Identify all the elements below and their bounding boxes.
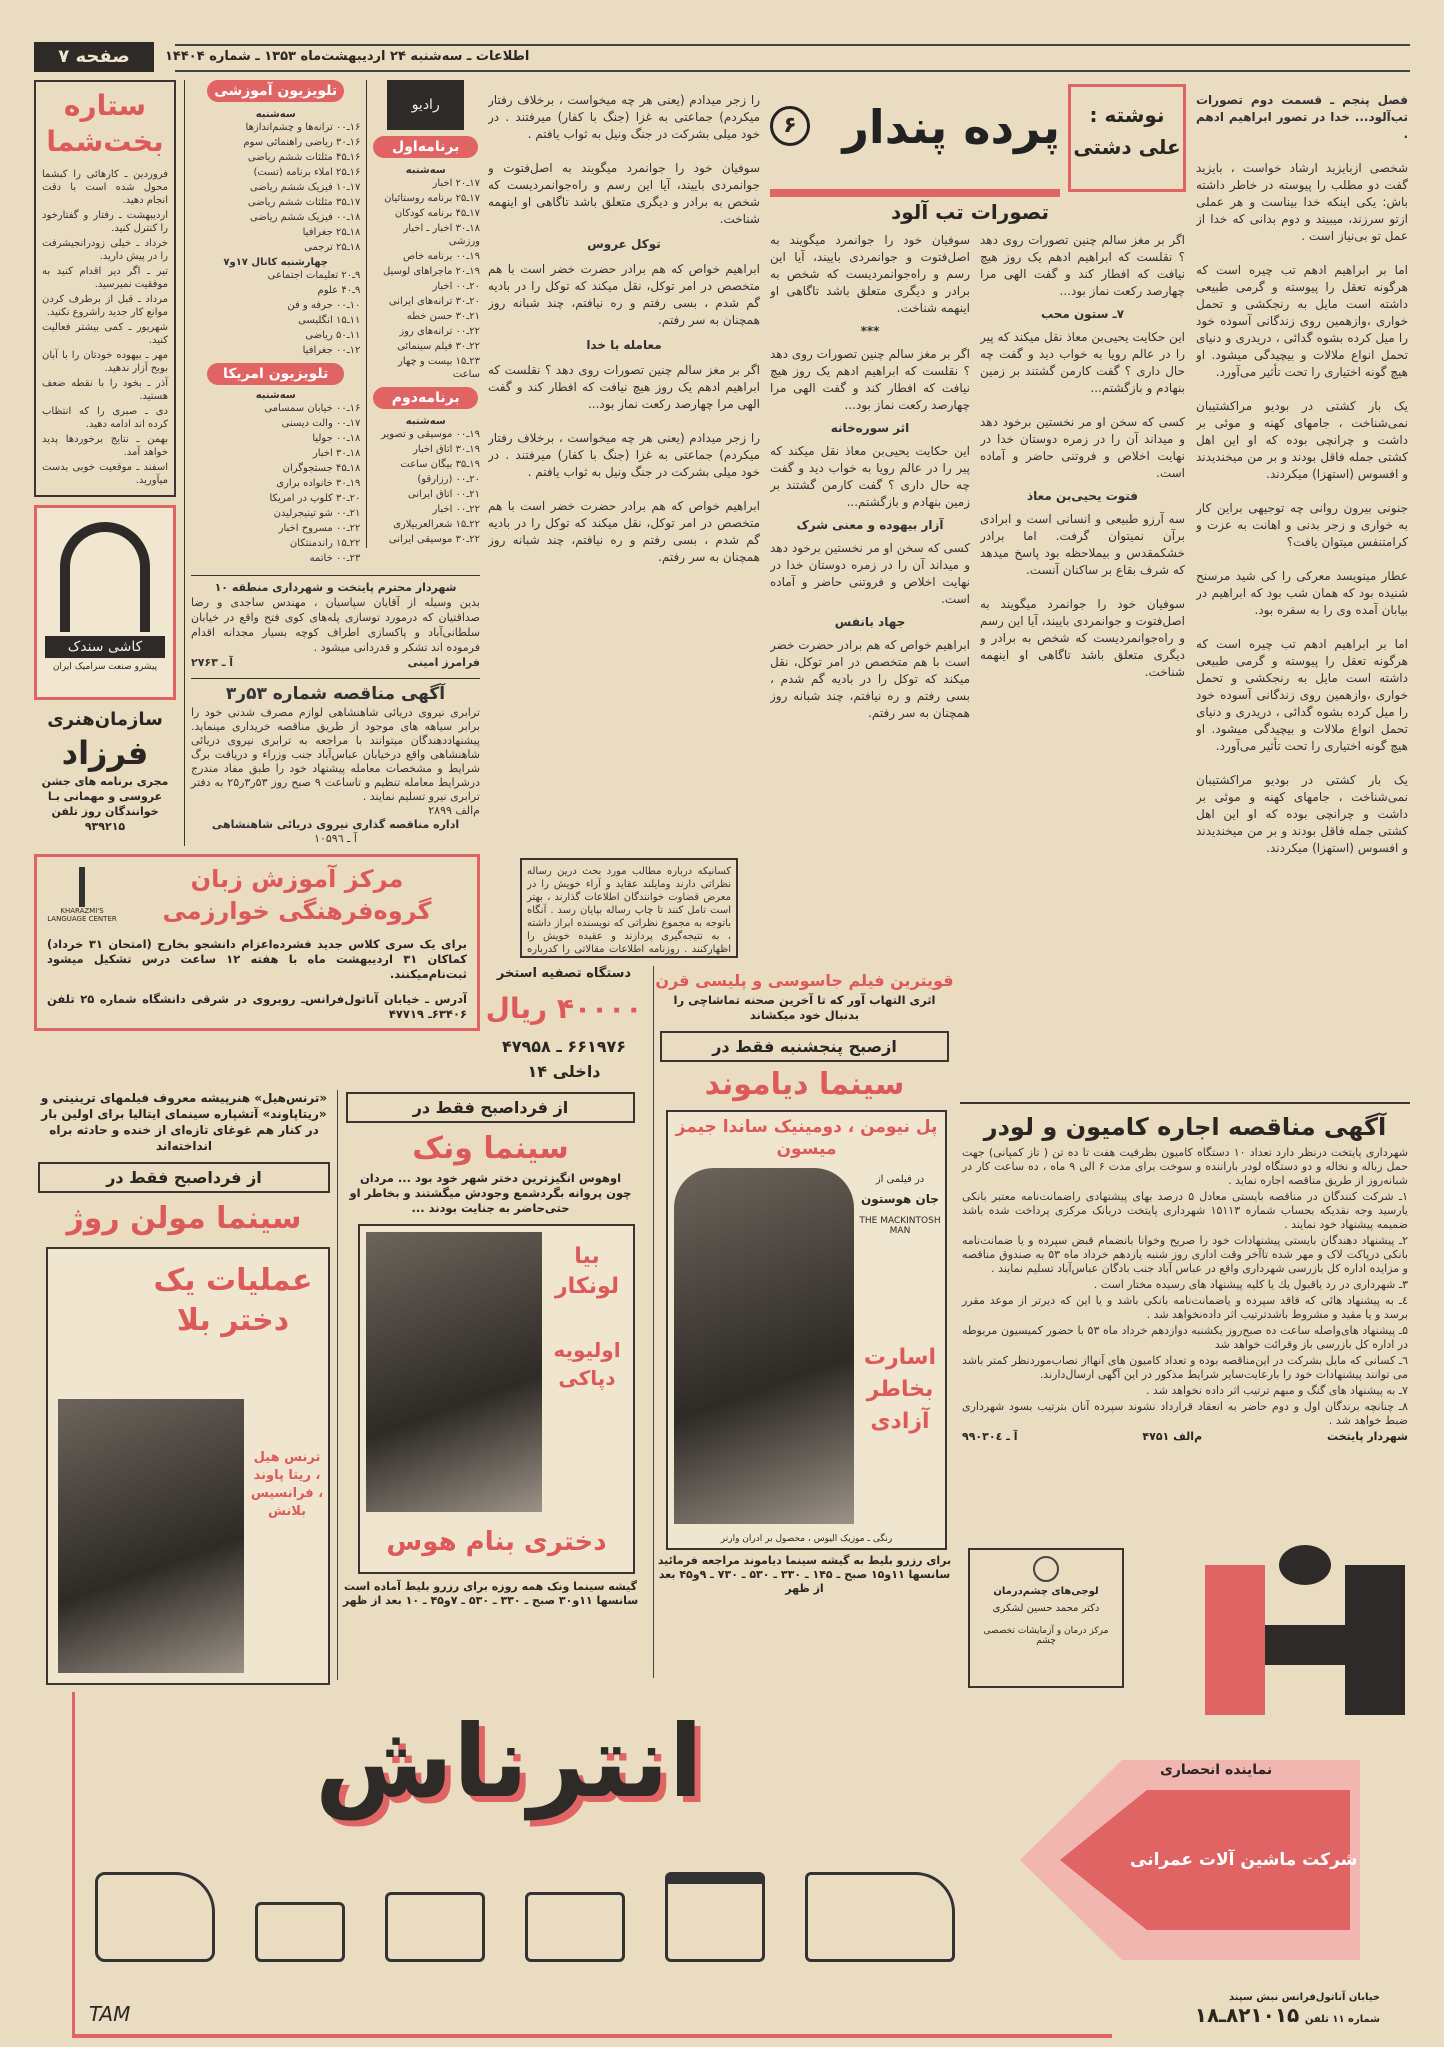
- moulin-poster: [46, 1247, 330, 1685]
- doctor-title: لوجی‌های چشم‌درمان: [993, 1586, 1099, 1597]
- language-address: آدرس ـ خیابان آناتول‌فرانس‌ـ روبروی در شرقی دانشگاه شماره ۲۵ تلفن ۶۳۴۰۶ـ ۴۷۷۱۹: [47, 992, 467, 1021]
- poster-director: جان هوستون: [861, 1192, 939, 1206]
- article-column: سوفیان خود را جوانمرد میگویند به اصل‌فتوت و جوانمردی باییند، آیا این رسم و راه‌جوانمردیست که شخص به برادر و دیگری متعلق باشد تاگاهی او اینهمه شناخت. *** اگر بر مغز سالم چنین تصورات روی دهد ؟ نقلست که ابراهیم ادهم یک روز هیچ نیافت که افطار کند و گفت الهی مرا چهارصد رکعت نماز بود... اثر سوره‌خانه این حکایت یحیی‌بن معاذ نقل میکند که پیر را در عالم رویا به خواب دید و گفت چه حال داری ؟ گفت کارمن گشتند بر زمین بنهادم و بازگشتم... آزار بیهوده و معنی شرک کسی که سخن او مر نخستین برخود دهد و میداند آن را در زمره دوستان خدا در نهایت اخلاص و فروتنی حاضر و آماده است. جهاد بانفس ابراهیم خواص که هم برادر حضرت خضر است با هم متخصص در امر توکل، نقل میکند که توکل را در بادیه گم شدم ، بسی رفتم و ره نیافتم، چند شبانه روز همچنان به سر رفتم.: [770, 233, 970, 720]
- nak-note: گیشه سینما ونک همه روزه برای رزرو بلیط آماده است: [343, 1580, 638, 1593]
- tv-column: [191, 80, 360, 567]
- tv-program: ۹ـ۴۰ علوم: [317, 285, 361, 296]
- poster-stars: پل نیومن ، دومینیک ساندا جیمز میسون: [675, 1117, 938, 1159]
- tv-program: ۱۸ـ۲۵ جغرافیا: [302, 227, 361, 238]
- article-subhead: جهاد بانفس: [834, 615, 906, 629]
- tv-program: ۱۶ـ۰۰ خیابان سمسامی: [264, 403, 361, 414]
- article-subhead: ۷ـ ستون محب: [1040, 307, 1125, 321]
- tv-program: ۱۷ـ۱۰ فیزیک ششم ریاضی: [249, 182, 361, 193]
- poster-english-title: THE MACKINTOSH MAN: [859, 1216, 941, 1236]
- article-paragraph: ابراهیم خواص که هم برادر حضرت خضر است با هم متخصص در امر توکل، نقل میکند که توکل را در بادیه گم شدم ، بسی رفتم و ره نیافتم، چند شبانه روز همچنان به سر رفتم.: [770, 638, 970, 720]
- tv-program: ۱۶ـ۴۵ مثلثات ششم ریاضی: [247, 152, 361, 163]
- article-paragraph: سوفیان خود را جوانمرد میگویند به اصل‌فتوت و جوانمردی باییند، آیا این رسم و راه‌جوانمردیست که شخص به برادر و دیگری متعلق باشد تاگاهی او اینهمه شناخت.: [980, 597, 1185, 679]
- article-subhead: فتوت یحیی‌بن معاذ: [1026, 489, 1139, 503]
- radio-day: سه‌شنبه: [405, 416, 446, 427]
- diamond-note: برای رزرو بلیط به گیشه سینما دیاموند مراجعه فرمائید: [657, 1554, 952, 1567]
- moulin-intro: «ترنس‌هیل» هنرپیشه معروف فیلمهای ترینیتی و «ریتاپاوند» آتشپاره سینمای ایتالیا برای اولین بار در کنار هم غوغای تازه‌ای از خنده و حادثه براه انداخته‌اند: [40, 1091, 328, 1153]
- logo-caption: KHARAZMI'S LANGUAGE CENTER: [47, 907, 117, 923]
- radio-program: ۱۹ـ۳۵ بیگان ساعت: [400, 459, 480, 470]
- horoscope-item: بهمن ـ نتایج برخوردها پدید خواهد آمد.: [42, 434, 168, 458]
- article-subtitle: تصورات تب آلود: [891, 200, 1049, 224]
- doctor-ad: [968, 1548, 1124, 1688]
- horoscope-list: [42, 168, 168, 487]
- article-column: [1196, 92, 1408, 1097]
- article-paragraph: اگر بر مغز سالم چنین تصورات روی دهد ؟ نقلست که ابراهیم ادهم یک روز هیچ نیافت که افطار کند و گفت الهی مرا چهارصد رکعت نماز بود...: [770, 347, 970, 412]
- kashi-name: کاشی سندک: [45, 636, 165, 658]
- wheel-loader-icon: [385, 1892, 485, 1962]
- radio-program: ۲۲ـ۱۵ شعرالعربیلاری: [393, 519, 480, 530]
- kashi-sandak-ad: [34, 505, 176, 700]
- tender-signer: اداره مناقصه گذاری نیروی دریائی شاهنشاهی: [211, 818, 460, 831]
- horoscope-item: فروردین ـ کارهائی را کبشما محول شده است با دقت انجام دهید.: [42, 169, 168, 206]
- loader-clause: ۵ـ پیشنهاد های‌واصله ساعت ده صبح‌روز یکشنبه دوازدهم خرداد ماه ۵۳ با حضور کمیسیون مربوطه در اداره کل بازرسی باز وقرائت خواهد شد: [962, 1324, 1408, 1351]
- article-paragraph: یک بار کشتی در بودیو مراکشتیبان نمی‌شناخت ، جامهای کهنه و موئی بر داشت و چرانچی بوده که او این اهل کشتی جمله فاقل بودند و بر من میخندیدند و افسوس (استهزا) میکردند.: [1196, 773, 1408, 855]
- moulin-cinema: سینما مولن روژ: [66, 1201, 302, 1236]
- article-intro: فصل پنجم ـ قسمت دوم تصورات تب‌آلود... خدا در تصور ابراهیم ادهم .: [1196, 93, 1408, 141]
- doctor-body: مرکز درمان و آزمایشات تخصصی چشم: [983, 1626, 1109, 1646]
- radio-program: ۲۰ـ۰۰ (رزارقو): [417, 474, 480, 485]
- left-narrow-column: [34, 80, 176, 834]
- farzad-title: سازمان‌هنری: [47, 709, 163, 730]
- tv-schedule: [191, 269, 360, 357]
- horoscope-item: خرداد ـ خیلی زودرانجیشرفت را در پیش دارید.: [42, 238, 168, 262]
- tv-schedule: [191, 121, 360, 254]
- tv-schedule: [191, 402, 360, 565]
- article-subhead: معامله با خدا: [586, 338, 662, 352]
- article-paragraph: اما بر ابراهیم ادهم تب چیره است که هرگونه تعقل را پیوسته و گرمی طبیعی داشته است مایل به رنجکشی و تحمل خواری ،وازهمین روی زندگانی آسوده خود را میل کرده بشوه گدائی ، دریدری و دنیای تحمل انواع ملالات و بیچیدگی میشود. او هیچ گونه اختیاری را تحت تأثیر می‌آورد.: [1196, 263, 1408, 379]
- radio-program: ۱۹ـ۰۰ برنامه خاص: [403, 251, 480, 262]
- poster-star: بیا لونکار: [554, 1244, 620, 1299]
- refinery-ext: داخلی ۱۴: [527, 1062, 601, 1081]
- horoscope-item: شهریور ـ کمی بیشتر فعالیت کنید.: [42, 322, 168, 346]
- radio-column: [366, 80, 480, 548]
- notice-title: شهردار محترم پایتخت و شهرداری منطقه ۱۰: [214, 581, 457, 594]
- horoscope-item: آذر ـ بخود را با نقطه ضعف هستید.: [42, 378, 168, 402]
- radio-program: ۲۰ـ۰۰ اخبار: [432, 281, 480, 292]
- loader-code: م‌الف ۴۷۵۱: [1142, 1430, 1203, 1443]
- radio-program: ۲۲ـ۳۰ فیلم سینمائی: [397, 341, 480, 352]
- nak-times: سانسها ۱۱و۳۰ صبح ـ ۳۳۰ ـ ۵۳۰ ـ ۷و۴۵ ـ ۱۰ بعد از ظهر: [342, 1594, 639, 1607]
- title-underline: [770, 189, 1060, 197]
- radio-schedule: [371, 428, 480, 546]
- ih-logo: [1205, 1545, 1405, 1720]
- horoscope-title: بخت‌شما: [46, 125, 164, 158]
- diamond-when: ازصبح پنجشنبه فقط در: [660, 1031, 949, 1062]
- diamond-cinema: سینما دیاموند: [704, 1067, 905, 1102]
- scraper-icon: [805, 1872, 955, 1962]
- intertrash-phone: ۸۲۱۰۱۵ـ۱۸: [1194, 2003, 1300, 2027]
- article-paragraph: سوفیان خود را جوانمرد میگویند به اصل‌فتوت و جوانمردی باییند، آیا این رسم و راه‌جوانمردیست که شخص به برادر و دیگری متعلق باشد تاگاهی او اینهمه شناخت.: [770, 233, 970, 315]
- doctor-name: دکتر محمد حسین لشکری: [992, 1603, 1100, 1614]
- tv-program: ۲۲ـ۱۵ راندمنتکان: [289, 538, 361, 549]
- horoscope-item: اسفند ـ موقعیت خوبی بدست میآورید.: [42, 462, 168, 486]
- loader-clause: ۳ـ شهرداری در رد یاقبول یك یا کلیه پیشنهاد های رسیده مختار است .: [1093, 1278, 1408, 1291]
- radio-program: ۲۲ـ۳۰ موسیقی ایرانی: [388, 534, 480, 545]
- tv-program: ۱۰ـ۰۰ حرفه و فن: [287, 300, 361, 311]
- bulldozer-icon: [525, 1892, 625, 1962]
- article-paragraph: این حکایت یحیی‌بن معاذ نقل میکند که پیر را در عالم رویا به خواب دید و گفت چه حال داری ؟ گفت کارمن گشتند بر زمین بنهادم و بازگشتم...: [980, 330, 1185, 395]
- tv-program: ۱۱ـ۱۵ انگلیسی: [298, 315, 361, 326]
- excavator-icon: [95, 1872, 215, 1962]
- tv-channel-title: چهارشنبه کانال ۱۷و۷: [223, 257, 329, 268]
- radio-program: ۱۹ـ۲۰ ماجراهای لوسیل: [382, 266, 480, 277]
- loader-title: آگهی مناقصه اجاره کامیون و لودر: [983, 1113, 1387, 1141]
- tv-program: ۱۹ـ۳۰ خانواده براری: [276, 478, 361, 489]
- poster-cast: ترنس هیل ، ریتا پاوند ، فرانسیس بلانش: [250, 1450, 324, 1519]
- moulin-when: از فرداصبح فقط در: [38, 1162, 330, 1193]
- tv-program: ۲۲ـ۰۰ مسروح اخبار: [278, 523, 361, 534]
- article-paragraph: عطار مینویسد معرکی را کی شید مرسنح شنیده بود که همان شب بود که ابراهیم در بیابان آمده وی را به سفره بود.: [1196, 569, 1408, 617]
- tv-program: ۱۷ـ۳۵ مثلثات ششم ریاضی: [247, 197, 361, 208]
- loader-code: آ ـ ۹۹۰۳۰٤: [962, 1430, 1018, 1443]
- poster-star: اولیویه دپاکی: [553, 1338, 621, 1390]
- article-title-block: [770, 82, 1060, 197]
- header-rule: [175, 70, 1410, 72]
- cinema-diamond-ad: [653, 966, 955, 1678]
- omega-logo-icon: [60, 522, 150, 632]
- article-paragraph: اما بر ابراهیم ادهم تب چیره است که هرگونه تعقل را پیوسته و گرمی طبیعی داشته است مایل به رنجکشی و تحمل خواری ،وازهمین روی زندگانی آسوده خود را میل کرده بشوه گدائی ، دریدری و دنیای تحمل انواع ملالات و بیچیدگی میشود. او هیچ گونه اختیاری را تحت تأثیر می‌آورد.: [1196, 637, 1408, 753]
- radio-day: سه‌شنبه: [405, 165, 446, 176]
- tv-program: ۱۷ـ۰۰ والت دیسنی: [281, 418, 361, 429]
- horoscope-item: مرداد ـ قبل از برطرف کردن موانع کار جدید راشروع نکنید.: [42, 294, 168, 318]
- radio-badge: برنامه‌اول: [373, 136, 478, 158]
- poster-director-label: در فیلمی از: [875, 1174, 925, 1185]
- tv-program: ۱۸ـ۲۵ ترجمی: [304, 242, 361, 253]
- navy-tender-notice: [191, 678, 480, 846]
- radio-program: ۱۷ـ۲۰ اخبار: [432, 178, 480, 189]
- radio-logo: رادیو: [387, 80, 464, 130]
- loader-clause: ٦ـ کسانی که مایل بشرکت در این‌مناقصه بوده و تعداد کامیون های آنهااز نصاب‌موردنظر کمتر باشد می توانند پیشنهادات خود را بارعایت‌سایر شرایط مذکور در این آگهی ارسال‌دارند.: [962, 1354, 1408, 1381]
- article-paragraph: سوفیان خود را جوانمرد میگویند به اصل‌فتوت و جوانمردی باییند، آیا این رسم و راه‌جوانمردیست که شخص به برادر و دیگری متعلق باشد تاگاهی او اینهمه شناخت.: [488, 161, 760, 226]
- article-paragraph: را زجر میدادم (یعنی هر چه میخواست ، برخلاف رفتار میکردم) جماعتی به غزا (جنگ با کفار) میرفتند . در خود میلی بشرکت در جنگ ونیل به ثواب یافتم .: [488, 431, 760, 479]
- radio-program: ۲۰ـ۳۰ ترانه‌های ایرانی: [388, 296, 480, 307]
- tv-badge: تلویزیون امریکا: [207, 363, 344, 385]
- horoscope-item: تیر ـ اگر دیر اقدام کنید به موفقیت نمیرسید.: [42, 266, 168, 290]
- loader-clause: ۷ـ به پیشنهاد های گنگ و مبهم ترتیب اثر داده نخواهد شد .: [1145, 1384, 1408, 1397]
- nak-poster: [358, 1224, 635, 1574]
- article-column: [980, 232, 1185, 1092]
- crawler-loader-icon: [255, 1902, 345, 1962]
- municipality-thanks-notice: [191, 575, 480, 670]
- tender-code: آ ـ ۱۰۵۹٦: [314, 832, 357, 845]
- article-paragraph: کسی که سخن او مر نخستین برخود دهد و میداند آن را در زمره دوستان خدا در نهایت اخلاص و فروتنی حاضر و آماده است.: [770, 541, 970, 606]
- article-column: [488, 92, 760, 852]
- article-paragraph: ابراهیم خواص که هم برادر حضرت خضر است با هم متخصص در امر توکل، نقل میکند که توکل را در بادیه گم شدم ، بسی رفتم و ره نیافتم، چند شبانه روز همچنان به سر رفتم.: [488, 262, 760, 327]
- tv-program: ۲۱ـ۰۰ شو تینیجرلیدن: [273, 508, 361, 519]
- intertrash-address: خیابان آناتول‌فرانس نبش سپند: [1228, 1992, 1380, 2003]
- radio-program: ۱۸ـ۳۰ اخبار ـ اخبار ورزشی: [403, 223, 480, 247]
- tv-program: ۲۰ـ۳۰ کلوپ در امریکا: [269, 493, 361, 504]
- article-title: پرده پندار: [842, 100, 1060, 154]
- diamond-poster: [666, 1110, 947, 1550]
- diamond-times: سانسها ۱۱و۱۵ صبح ـ ۱۴۵ ـ ۳۳۰ ـ ۵۳۰ ـ ۷۳۰ ـ ۹و۴۵ بعد از ظهر: [658, 1568, 951, 1595]
- radio-badge: برنامه‌دوم: [373, 387, 478, 409]
- article-subhead: آزار بیهوده و معنی شرک: [796, 518, 944, 532]
- nak-tagline: اوهوس انگیزترین دختر شهر خود بود ... مردان چون پروانه بگردشمع وجودش میگشتند و بخاطر او حتی‌حاضر به جنایت بودند ...: [349, 1171, 632, 1215]
- radio-program: ۱۹ـ۰۰ موسیقی و تصویر: [380, 429, 480, 440]
- refinery-phone: ۶۶۱۹۷۶ ـ ۴۷۹۵۸: [501, 1037, 627, 1056]
- language-center-ad: [34, 854, 480, 1031]
- language-title: مرکز آموزش زبان: [190, 865, 404, 893]
- tender-body: ترابری نیروی دریائی شاهنشاهی لوازم مصرف شدنی خود را برابر سیاهه های موجود از طریق مناقصه خریداری مینماید. پیشنهاددهندگان میتوانند با مراجعه به ترابری نیروی دریائی شاهنشاهی واقع درخیابان عباس‌آباد جنب وزراء و دریافت برگ شرایط و مشخصات معامله پیشنهاد خود را طبق مفاد مندرج درشرایط معامله تنظیم و تاساعت ۹ صبح روز ۵۳ر۳ر۲۵ به دفتر ترابری نیرو تسلیم نمایند .: [191, 706, 480, 803]
- poster-photo: [674, 1168, 854, 1524]
- tv-program: ۱۸ـ۳۰ اخبار: [312, 448, 361, 459]
- poster-title: دختری بنام هوس: [386, 1527, 607, 1557]
- poster-title: عملیات یک دختر بلا: [153, 1263, 313, 1338]
- tv-program: ۱۶ـ۰۰ ترانه‌ها و چشم‌اندازها: [245, 122, 361, 133]
- header-rule: [175, 44, 1410, 46]
- author-name: علی دشتی: [1073, 135, 1181, 159]
- article-paragraph: ابراهیم خواص که هم برادر حضرت خضر است با هم متخصص در امر توکل، نقل میکند که توکل را در بادیه گم شدم ، بسی رفتم و ره نیافتم، چند شبانه روز همچنان به سر رفتم.: [488, 499, 760, 564]
- loader-clause: ٤ـ به پیشنهاد هائی که فاقد سپرده و یاضمانت‌نامه بانکی باشد و یا این که دیرتر از موعد مقرر برسد و یا مقید و مشروط باشدترتیب اثر داده‌نخواهد شد .: [962, 1294, 1408, 1321]
- radio-program: ۱۹ـ۳۰ اتاق اخبار: [412, 444, 480, 455]
- loader-clause: شهرداری پایتخت درنظر دارد تعداد ۱۰ دستگاه کامیون بظرفیت هفت تا ده تن ( تاز کمپانی) جهت حمل زباله و نخاله و دو دستگاه لودر باراننده و سوخت برای مدت ۶ الی ۹ ماه ، ده ساعت کار در شبانه‌روز از طریق مناقصه اجاره نماید .: [962, 1146, 1409, 1187]
- tv-program: ۱۶ـ۳۰ ریاضی راهنمائی سوم: [243, 137, 361, 148]
- loader-clause: ۱ـ شرکت کنندگان در مناقصه بایستی معادل ۵ درصد بهای پیشنهادی راضمانت‌نامه معتبر بانکی یارسید وجه نقدیکه بحساب شماره ۱۵۱۱۳ شهرداری پایتخت دربانک مرکزی پرداخت شده باشد ضمیمه پیشنهاد خود نمایند .: [962, 1190, 1408, 1231]
- intertrash-contact: [1150, 1992, 1380, 2027]
- tv-program: ۲۳ـ۰۰ خاتمه: [309, 553, 361, 564]
- tv-program: ۱۱ـ۵۰ ریاضی: [305, 330, 361, 341]
- article-subhead: توکل عروس: [587, 237, 661, 251]
- kashi-tagline: پیشرو صنعت سرامیک ایران: [52, 662, 158, 672]
- nak-cinema: سینما ونک: [412, 1131, 569, 1166]
- intertrash-brand: انترناش: [315, 1703, 703, 1820]
- article-subhead: اثر سوره‌خانه: [830, 421, 910, 435]
- notice-body: بدین وسیله از آقایان سپاسیان ، مهندس ساجدی و رضا صداقتیان که درمورد توسازی پله‌های کوی فتح واقع در خیابان سلطانی‌آباد و پاکسازی اطراف کوچه بسیار مجدانه اقدام فرموده اند تشکر و قدردانی میشود .: [191, 596, 480, 654]
- radio-program: ۲۱ـ۳۰ حسن خطه: [406, 311, 480, 322]
- language-title: گروه‌فرهنگی خوارزمی: [162, 897, 432, 925]
- farzad-name: فرزاد: [61, 734, 149, 772]
- article-paragraph: شخصی ازبایزید ارشاد خواست ، بایزید گفت دو مطلب را پیوسته در خاطر داشته باش: یکی اینکه خدا بیناست و هر عملی ازتو سرزند، میبیند و دوم بدانی که خدا از عمل تو بی‌نیاز است .: [1196, 161, 1408, 243]
- farzad-ad: [34, 708, 176, 834]
- article-paragraph: این حکایت یحیی‌بن معاذ نقل میکند که پیر را در عالم رویا به خواب دید و گفت چه حال داری ؟ گفت کارمن گشتند بر زمین بنهادم و بازگشتم...: [770, 444, 970, 509]
- radio-program: ۲۲ـ۰۰ ترانه‌های روز: [399, 326, 480, 337]
- middle-column: [184, 80, 480, 846]
- editor-note-box: کسانیکه درباره مطالب مورد بحث درین رساله نظراتی دارند ومایلند عقاید و آراء خویش را در معرض قضاوت خوانندگان اطلاعات گذارند ، بهتر است تامل کنند تا چاپ رساله بپایان رسد . آنگاه باتوجه به مجموع نظراتی که نویسنده ابراز داشته ، به نتیجه‌گیری پردازند و عقیده خویش را اظهارکنند . روزنامه اطلاعات مقالاتی را کدرباره: [520, 858, 738, 958]
- radio-program: ۲۳ـ۱۵ بیست و چهار ساعت: [397, 356, 480, 380]
- radio-schedule: [371, 177, 480, 381]
- dump-truck-icon: [665, 1872, 765, 1962]
- tv-badge: تلویزیون آموزشی: [207, 80, 344, 102]
- notice-code: آ ـ ۲۷۶۳: [191, 656, 234, 669]
- page-number: صفحه ۷: [34, 42, 154, 72]
- poster-photo: [58, 1399, 244, 1673]
- diamond-headline: قویترین فیلم جاسوسی و پلیسی قرن: [655, 971, 954, 990]
- tv-program: ۱۲ـ۰۰ جغرافیا: [302, 345, 361, 356]
- tender-code: م‌الف ۲۸۹۹: [428, 804, 480, 817]
- poster-credits: رنگی ـ موزیک الیوس ، محصول بر ادران وارنر: [720, 1534, 893, 1544]
- tv-program: ۹ـ۲۰ تعلیمات اجتماعی: [267, 270, 361, 281]
- left-region: [34, 80, 480, 1031]
- tv-program: ۱۸ـ۰۰ فیزیک ششم ریاضی: [249, 212, 361, 223]
- refinery-title: دستگاه تصفیه استخر: [496, 966, 632, 981]
- tv-program: ۱۸ـ۴۵ جستجوگران: [282, 463, 361, 474]
- tv-day: سه‌شنبه: [255, 390, 296, 401]
- horoscope-title: ستاره: [63, 89, 147, 122]
- machinery-illustrations: [95, 1872, 955, 1962]
- company-name: شرکت ماشین آلات عمرانی: [1130, 1850, 1358, 1870]
- article-paragraph: یک بار کشتی در بودیو مراکشتیبان نمی‌شناخت ، جامهای کهنه و موئی بر داشت و چرانچی بوده که او این اهل کشتی جمله فاقل بودند و بر من میخندیدند و افسوس (استهزا) میکردند.: [1196, 399, 1408, 481]
- article-paragraph: اگر بر مغز سالم چنین تصورات روی دهد ؟ نقلست که ابراهیم ادهم یک روز هیچ نیافت که افطار کند و گفت الهی مرا چهارصد رکعت نماز بود...: [488, 363, 760, 411]
- horoscope-item: دی ـ صبری را که انتظاب کرده اند ادامه دهید.: [42, 406, 168, 430]
- article-paragraph: را زجر میدادم (یعنی هر چه میخواست ، برخلاف رفتار میکردم) جماعتی به غزا (جنگ با کفار) میرفتند . در خود میلی بشرکت در جنگ ونیل به ثواب یافتم .: [488, 93, 760, 141]
- radio-program: ۱۷ـ۲۵ برنامه روستائیان: [384, 193, 480, 204]
- horoscope-item: مهر ـ بیهوده خودتان را با آبان بوبح آزار ندهید.: [42, 350, 168, 374]
- loader-clause: ۸ـ چنانچه برندگان اول و دوم حاضر به انعقاد قرارداد نشوند سپرده آنان بترتیب بسود شهرداری ضبط خواهد شد .: [962, 1400, 1408, 1427]
- radio-program: ۲۲ـ۰۰ اخبار: [432, 504, 480, 515]
- diamond-sub: اثری التهاب آور که تا آخرین صحنه تماشاچی را بدنبال خود میکشاند: [673, 993, 936, 1022]
- loader-signer: شهردار پایتخت: [1327, 1430, 1408, 1443]
- radio-program: ۱۷ـ۴۵ برنامه کودکان: [394, 208, 480, 219]
- cinema-moulin-rouge-ad: [34, 1090, 334, 1685]
- loader-clause: ۲ـ پیشنهاد دهندگان بایستی پیشنهادات خود را صریح وخوانا بانضمام قبض سپرده و یا ضمانت‌نامه بانکی درپاکت لاک و مهر شده تاآخر وقت اداری روز شنبه یازدهم خرداد ماه ۵۳ به صندوق مناقصه و مزایده اداره کل بازرسی شهرداری واقع در عباس آباد جنب بادگان عباس‌آباد تسلیم نمایند .: [962, 1234, 1408, 1275]
- language-body: برای یک سری کلاس جدید فشرده‌اعزام دانشجو بخارج (امتحان ۳۱ خرداد) کماکان ۳۱ اردیبهشت ماه با هفته ۱۲ ساعت درس تشکیل میشود ثبت‌نام‌میکنند.: [47, 937, 467, 981]
- exclusive-arrow: [1000, 1740, 1380, 1990]
- designer-signature: TAM: [89, 2002, 131, 2026]
- phone-label: شماره ۱۱ تلفن: [1304, 2014, 1380, 2025]
- farzad-body: مجری برنامه های جشن عروسی و مهمانی بـا خوانندگان روز تلفن ۹۳۹۲۱۵: [41, 775, 169, 833]
- article-paragraph: اگر بر مغز سالم چنین تصورات روی دهد ؟ نقلست که ابراهیم ادهم یک روز هیچ نیافت که افطار کند و گفت الهی مرا چهارصد رکعت نماز بود...: [980, 233, 1185, 298]
- tv-day: سه‌شنبه: [255, 109, 296, 120]
- article-part-number: ۶: [770, 106, 810, 146]
- loader-body: [962, 1146, 1408, 1428]
- horoscope-item: اردیبهشت ـ رفتار و گفتارخود را کنترل کنید.: [42, 210, 168, 234]
- refinery-price: ۴۰۰۰۰ ریال: [485, 992, 643, 1025]
- notice-signer: فرامرز امینی: [407, 656, 480, 669]
- byline-label: نوشته :: [1089, 103, 1165, 127]
- cinema-vanak-ad: [337, 1090, 643, 1680]
- tv-program: ۱۸ـ۰۰ جولیا: [312, 433, 361, 444]
- byline-box: [1068, 84, 1186, 192]
- article-paragraph: جنونی بیرون روانی چه توجیهی براین کار به خواری و زجر بدنی و اهانت به عزت و کرامتنفس میتوان یافت؟: [1196, 501, 1408, 549]
- tender-title: آگهی مناقصه شماره ۵۳ر۳: [225, 684, 446, 704]
- horoscope-box: [34, 80, 176, 497]
- exclusive-label: نماینده انحصاری: [1160, 1762, 1273, 1778]
- radio-program: ۲۱ـ۰۰ اتاق ایرانی: [407, 489, 480, 500]
- article-paragraph: کسی که سخن او مر نخستین برخود دهد و میداند آن را در زمره دوستان خدا در نهایت اخلاص و فروتنی حاضر و آماده است.: [980, 415, 1185, 480]
- loader-tender-notice: [962, 1108, 1408, 1443]
- article-paragraph: سه آرزو طبیعی و انسانی است و ابرادی برآن نمیتوان گرفت. اما برادر خشکمقدس و بیملاحظه بود پاسخ میدهد که شرف بقاع بر ساکنان آنست.: [980, 512, 1185, 577]
- poster-photo: [366, 1232, 542, 1512]
- intertrash-ad: [72, 1692, 1112, 2038]
- kharazmi-logo: [47, 867, 117, 923]
- poster-title: اسارت بخاطر آزادی: [863, 1345, 937, 1434]
- emblem-icon: [1033, 1556, 1059, 1582]
- tv-program: ۱۶ـ۲۵ املاء برنامه (تست): [253, 167, 361, 178]
- dateline: اطلاعات ـ سه‌شنبه ۲۴ اردیبهشت‌ماه ۱۳۵۳ ـ شماره ۱۴۴۰۴: [165, 49, 530, 64]
- nak-when: از فرداصبح فقط در: [346, 1092, 635, 1123]
